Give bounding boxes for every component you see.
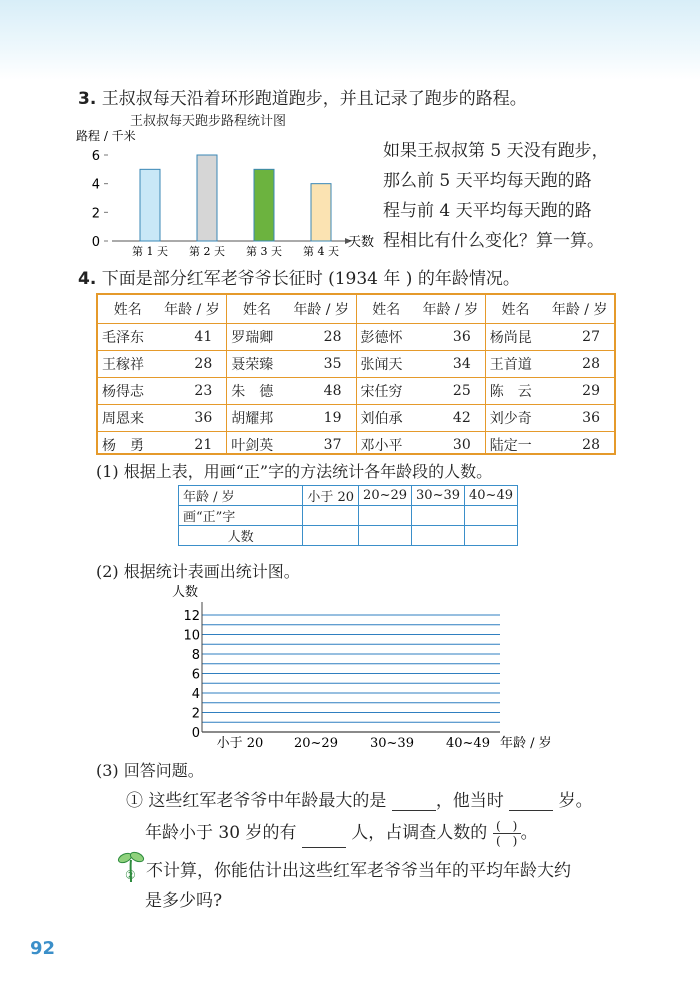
age-table-group (98, 295, 227, 453)
chart-ytick-label: 0 (91, 235, 100, 250)
grid-ytick-label: 6 (191, 667, 200, 683)
tally-input-cell[interactable] (465, 506, 518, 526)
q3-side-text (383, 136, 643, 256)
qa-line-3: 不计算，你能估计出这些红军老爷爷当年的平均年龄大约 (146, 861, 571, 881)
chart-ytick-label: 2 (91, 206, 100, 222)
name-cell: 周恩来 (98, 405, 158, 432)
qa-line-2 (145, 818, 538, 848)
answer-blank-count[interactable] (302, 827, 346, 848)
age-cell: 19 (287, 405, 356, 432)
tally-col-header: 20~29 (359, 486, 412, 506)
grid-ytick-label: 10 (183, 628, 200, 644)
col-header-name: 姓名 (486, 295, 546, 324)
name-cell: 刘伯承 (357, 405, 417, 432)
grid-xtick-label: 30~39 (370, 736, 414, 751)
age-cell: 27 (545, 324, 614, 351)
name-cell: 陆定一 (489, 438, 532, 454)
age-cell: 34 (416, 351, 485, 378)
chart-bar (140, 169, 160, 241)
grid-ytick-label: 8 (191, 648, 200, 663)
col-header-age: 年龄 / 岁 (416, 295, 485, 324)
table-row (357, 378, 485, 405)
qa-line-1 (126, 786, 593, 811)
age-cell: 37 (323, 437, 342, 453)
table-row (98, 378, 226, 405)
table-row (486, 378, 614, 405)
age-cell: 35 (287, 351, 356, 378)
age-cell: 28 (158, 351, 227, 378)
fraction-denominator[interactable]: ( ) (495, 834, 518, 848)
age-cell: 42 (416, 405, 485, 432)
qa-text: 。 (520, 823, 538, 843)
grid-xtick-label: 40~49 (446, 736, 490, 751)
tally-input-cell[interactable] (303, 506, 359, 526)
table-row (486, 351, 614, 378)
qa-text: 年龄小于 30 岁的有 (145, 823, 297, 843)
tally-col-header: 30~39 (412, 486, 465, 506)
table-row (357, 432, 485, 459)
table-row (486, 324, 614, 351)
chart-xlabel: 天数 (348, 235, 375, 250)
age-cell: 48 (287, 378, 356, 405)
chart-xtick-label: 第 4 天 (303, 245, 339, 258)
table-row (227, 351, 355, 378)
chart-xtick-label: 第 3 天 (246, 245, 282, 258)
table-row (98, 351, 226, 378)
tally-table (178, 485, 518, 546)
qa-text: ，他当时 (435, 791, 504, 811)
name-cell: 胡耀邦 (227, 405, 287, 432)
age-cell: 21 (194, 437, 213, 453)
qa-text: 岁。 (558, 791, 593, 811)
table-row (227, 432, 355, 459)
name-cell: 叶剑英 (231, 438, 274, 454)
age-table-group (357, 295, 486, 453)
chart-bar (254, 169, 274, 241)
table-row (98, 432, 226, 459)
tally-input-cell[interactable] (359, 526, 412, 546)
col-header-name: 姓名 (227, 295, 287, 324)
page-number: 92 (30, 938, 56, 959)
chart-ytick-label: 6 (91, 149, 100, 164)
name-cell: 王首道 (486, 351, 546, 378)
name-cell: 邓小平 (360, 438, 403, 454)
name-cell: 朱 德 (227, 378, 287, 405)
tally-col-header: 小于 20 (303, 486, 359, 506)
q4-text: 下面是部分红军老爷爷长征时 (1934 年 ) 的年龄情况。 (101, 269, 520, 289)
q3-side-line: 程与前 4 天平均每天跑的路 (383, 201, 592, 221)
header-band (0, 0, 700, 80)
q3-prompt (78, 84, 527, 109)
grid-ytick-label: 12 (183, 609, 200, 624)
grid-ytick-label: 4 (191, 687, 200, 702)
name-cell: 杨得志 (98, 378, 158, 405)
grid-ylabel: 人数 (172, 585, 199, 600)
age-table-group (486, 295, 614, 453)
chart-xtick-label: 第 2 天 (189, 245, 225, 258)
table-row (486, 432, 614, 459)
sprout-icon (116, 848, 146, 884)
answer-blank-oldest-age[interactable] (509, 790, 553, 811)
age-table (96, 293, 616, 455)
chart-bar (311, 184, 331, 241)
name-cell: 彭德怀 (357, 324, 417, 351)
q3-number: 3. (78, 89, 97, 109)
age-cell: 36 (158, 405, 227, 432)
table-row (357, 351, 485, 378)
q4-part3: (3) 回答问题。 (96, 761, 204, 780)
tally-input-cell[interactable] (412, 506, 465, 526)
tally-col-header: 40~49 (465, 486, 518, 506)
qa-text: 人，占调查人数的 (351, 823, 488, 843)
table-row (227, 324, 355, 351)
bar-chart (70, 128, 390, 258)
table-row (486, 405, 614, 432)
qa-text: ① 这些红军老爷爷中年龄最大的是 (126, 791, 387, 811)
tally-input-cell[interactable] (412, 526, 465, 546)
table-row (357, 324, 485, 351)
col-header-age: 年龄 / 岁 (158, 295, 227, 324)
name-cell: 王稼祥 (98, 351, 158, 378)
table-row (227, 378, 355, 405)
grid-ytick-label: 2 (191, 706, 200, 722)
chart-bar (197, 155, 217, 241)
tally-row-label: 人数 (179, 526, 303, 546)
tally-corner: 年龄 / 岁 (179, 486, 303, 506)
name-cell: 杨 勇 (102, 438, 144, 454)
grid-ytick-label: 0 (191, 726, 200, 741)
table-row (98, 405, 226, 432)
age-cell: 23 (158, 378, 227, 405)
age-cell: 36 (416, 324, 485, 351)
name-cell: 聂荣臻 (227, 351, 287, 378)
table-row (357, 405, 485, 432)
q4-prompt (78, 264, 520, 289)
fraction-blank[interactable] (493, 819, 521, 848)
grid-xtick-label: 20~29 (294, 736, 338, 751)
chart-ylabel: 路程 / 千米 (76, 129, 136, 143)
name-cell: 杨尚昆 (486, 324, 546, 351)
blank-grid-chart[interactable] (150, 580, 580, 752)
sprout-number: ② (125, 868, 136, 882)
q3-side-line: 程相比有什么变化？算一算。 (383, 231, 604, 251)
col-header-name: 姓名 (98, 295, 158, 324)
age-cell: 28 (582, 437, 600, 453)
name-cell: 刘少奇 (486, 405, 546, 432)
age-cell: 25 (416, 378, 485, 405)
q3-side-line: 如果王叔叔第 5 天没有跑步， (383, 141, 609, 161)
chart-xtick-label: 第 1 天 (132, 245, 168, 258)
grid-xtick-label: 小于 20 (216, 736, 264, 751)
name-cell: 张闻天 (357, 351, 417, 378)
name-cell: 陈 云 (486, 378, 546, 405)
age-cell: 30 (452, 437, 471, 453)
tally-input-cell[interactable] (303, 526, 359, 546)
age-table-group (227, 295, 356, 453)
table-row (227, 405, 355, 432)
chart-ytick-label: 4 (91, 177, 100, 193)
tally-row-label: 画“正”字 (179, 506, 303, 526)
q3-text: 王叔叔每天沿着环形跑道跑步，并且记录了跑步的路程。 (101, 89, 527, 109)
grid-xlabel: 年龄 / 岁 (500, 736, 552, 751)
tally-input-cell[interactable] (465, 526, 518, 546)
tally-input-cell[interactable] (359, 506, 412, 526)
name-cell: 宋任穷 (357, 378, 417, 405)
qa-line-4: 是多少吗? (145, 891, 223, 911)
q4-number: 4. (78, 269, 97, 289)
age-cell: 41 (158, 324, 227, 351)
fraction-numerator[interactable]: ( ) (495, 819, 518, 833)
name-cell: 毛泽东 (98, 324, 158, 351)
q3-side-line: 那么前 5 天平均每天跑的路 (383, 171, 592, 191)
age-cell: 29 (545, 378, 614, 405)
q4-part1: (1) 根据上表，用画“正”字的方法统计各年龄段的人数。 (96, 462, 493, 481)
col-header-name: 姓名 (357, 295, 417, 324)
col-header-age: 年龄 / 岁 (287, 295, 356, 324)
q4-part2: (2) 根据统计表画出统计图。 (96, 562, 300, 581)
col-header-age: 年龄 / 岁 (545, 295, 614, 324)
table-row (98, 324, 226, 351)
name-cell: 罗瑞卿 (227, 324, 287, 351)
age-cell: 28 (545, 351, 614, 378)
age-cell: 36 (545, 405, 614, 432)
age-cell: 28 (287, 324, 356, 351)
answer-blank-oldest-name[interactable] (392, 790, 436, 811)
chart-title: 王叔叔每天跑步路程统计图 (130, 114, 287, 129)
